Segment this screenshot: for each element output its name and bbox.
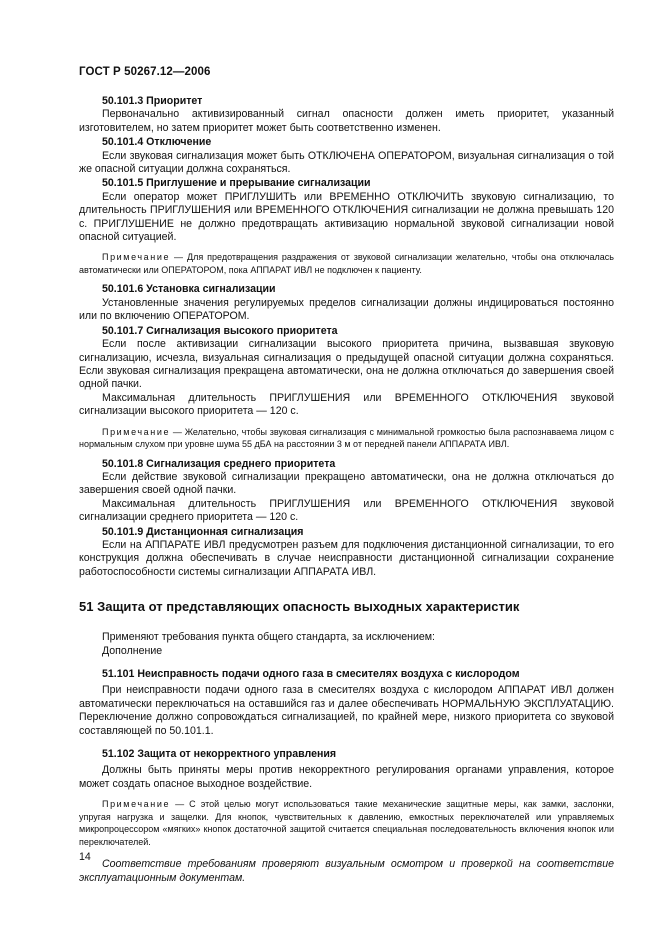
section-heading: 51 Защита от представляющих опасность выходных характеристик — [79, 599, 520, 615]
clause-heading: 51.101 Неисправность подачи одного газа в смесителях воздуха с кислородом — [102, 668, 520, 680]
note — [79, 798, 614, 848]
note-label: Примечание — [102, 252, 171, 263]
paragraph: Если звуковая сигнализация может быть ОТКЛЮЧЕНА ОПЕРАТОРОМ, визуальная сигнализация о той же опасной ситуации должна сохраняться. — [79, 149, 614, 176]
document-header: ГОСТ Р 50267.12—2006 — [79, 66, 211, 78]
paragraph: Если действие звуковой сигнализации прекращено автоматически, она не должна отключаться до завершения своей одной пачки. — [79, 470, 614, 497]
paragraph: Первоначально активизированный сигнал опасности должен иметь приоритет, указанный изготовителем, но затем приоритет может быть соответственно изменен. — [79, 108, 614, 134]
clause-heading: 50.101.4 Отключение — [102, 136, 212, 149]
clause-heading: 50.101.8 Сигнализация среднего приоритета — [102, 457, 336, 470]
page-number: 14 — [79, 851, 91, 863]
note-text: — Для предотвращения раздражения от звуковой сигнализации желательно, чтобы она отключалась автоматически или ОПЕРАТОРОМ, пока АППАРАТ ИВЛ не подключен к пациенту. — [79, 252, 614, 275]
note — [79, 426, 614, 451]
paragraph: При неисправности подачи одного газа в смесителях воздуха с кислородом АППАРАТ ИВЛ должен автоматически переключаться на оставшийся газ и далее обеспечивать НОРМАЛЬНУЮ ЭКСПЛУАТАЦИЮ. Переключение должно сопровождаться сигнализацией, по крайней мере, низкого приоритета со звуковой составляющей по 50.101.1. — [79, 684, 614, 737]
clause-heading: 51.102 Защита от некорректного управления — [102, 748, 337, 761]
paragraph: Максимальная длительность ПРИГЛУШЕНИЯ или ВРЕМЕННОГО ОТКЛЮЧЕНИЯ звуковой сигнализации высокого приоритета — 120 с. — [79, 391, 614, 418]
clause-heading: 50.101.3 Приоритет — [102, 95, 203, 107]
clause-heading: 50.101.7 Сигнализация высокого приоритета — [102, 324, 338, 337]
compliance-statement: Соответствие требованиям проверяют визуальным осмотром и проверкой на соответствие эксплуатационным документам. — [79, 858, 614, 884]
paragraph: Применяют требования пункта общего стандарта, за исключением: — [102, 631, 436, 644]
paragraph: Максимальная длительность ПРИГЛУШЕНИЯ или ВРЕМЕННОГО ОТКЛЮЧЕНИЯ звуковой сигнализации среднего приоритета — 120 с. — [79, 497, 614, 524]
note — [79, 251, 614, 276]
paragraph: Установленные значения регулируемых пределов сигнализации должны индицироваться постоянно или по включению ОПЕРАТОРОМ. — [79, 296, 614, 323]
paragraph: Должны быть приняты меры против некорректного регулирования органами управления, которое может создать опасное выходное воздействие. — [79, 764, 614, 790]
note-label: Примечание — [102, 426, 171, 437]
paragraph: Если на АППАРАТЕ ИВЛ предусмотрен разъем для подключения дистанционной сигнализации, то его конструкция должна обеспечивать в случае неисправности дистанционной сигнализации сохранение работоспособности системы сигнализации АППАРАТА ИВЛ. — [79, 538, 614, 578]
note-label: Примечание — [102, 799, 171, 810]
clause-heading: 50.101.5 Приглушение и прерывание сигнализации — [102, 177, 371, 190]
paragraph: Дополнение — [102, 644, 163, 657]
paragraph: Если после активизации сигнализации высокого приоритета причина, вызвавшая звуковую сигнализацию, исчезла, визуальная сигнализация о предыдущей опасной ситуации должна сохраняться. Если звуковая сигнализация прекращена автоматически, она не должна отключаться до завершения своей одной пачки. — [79, 338, 614, 391]
note-text: — Желательно, чтобы звуковая сигнализация с минимальной громкостью была распознаваема лицом с нормальным слухом при уровне шума 55 дБА на расстоянии 3 м от передней панели АППАРАТА ИВЛ. — [79, 426, 614, 450]
clause-heading: 50.101.6 Установка сигнализации — [102, 283, 276, 296]
note-text: — С этой целью могут использоваться такие механические защитные меры, как замки, заслонки, упругая нагрузка и защелки. Для кнопок, чувствительных к давлению, емкостных переключателей или управляемых микропроцессором «мягких» кнопок достаточной защитой считается специальная последовательность включения кнопок или переключателей. — [79, 799, 614, 847]
paragraph: Если оператор может ПРИГЛУШИТЬ или ВРЕМЕННО ОТКЛЮЧИТЬ звуковую сигнализацию, то длительность ПРИГЛУШЕНИЯ или ВРЕМЕННОГО ОТКЛЮЧЕНИЯ сигнализации не должна превышать 120 с. ПРИГЛУШЕНИЕ не должно предотвращать активизацию нормальной звуковой сигнализации новой опасной ситуацией. — [79, 190, 614, 244]
clause-heading: 50.101.9 Дистанционная сигнализация — [102, 525, 304, 538]
document-body — [79, 94, 614, 885]
